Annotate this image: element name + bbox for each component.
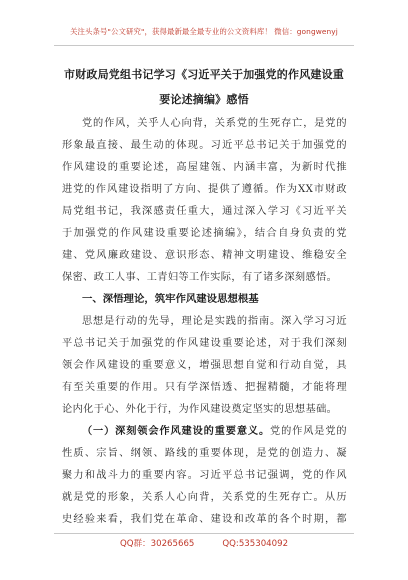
section-line: 平总书记关于加强党的作风建设重要论述，对于我们深刻 — [62, 338, 347, 349]
intro-line: 进党的作风建设指明了方向、提供了遵循。作为XX市财政 — [62, 184, 347, 195]
intro-line: 形象最直接、最生动的体现。习近平总书记关于加强党的 — [62, 140, 347, 151]
contact-footer — [0, 537, 408, 549]
intro-line: 建、党风廉政建设、意识形态、精神文明建设、维稳安全 — [62, 250, 347, 261]
doc-title-line2: 要论述摘编》感悟 — [159, 93, 249, 106]
section-line: 领会作风建设的重要意义，增强思想自觉和行动自觉，具 — [62, 360, 347, 371]
qq-group: QQ群：30265665 — [119, 539, 195, 549]
intro-line: 局党组书记，我深感责任重大，通过深入学习《习近平关 — [62, 206, 347, 217]
footer-divider — [54, 533, 354, 534]
intro-line: 作风建设的重要论述，高屋建瓴、内涵丰富，为新时代推 — [62, 162, 347, 173]
subsection-label: （一）深刻领会作风建设的重要意义。 — [82, 425, 271, 437]
qq-contact: QQ:535304092 — [222, 539, 289, 549]
section-line: 有至关重要的作用。只有学深悟透、把握精髓，才能将理 — [62, 382, 347, 393]
doc-title-line1: 市财政局党组书记学习《习近平关于加强党的作风建设重 — [64, 68, 344, 81]
intro-line: 保密、政工人事、工青妇等工作实际，有了诸多深刻感悟。 — [62, 272, 338, 283]
promo-header: 关注头条号"公文研究"，获得最新最全最专业的公文资料库！ 微信：gongwenyj — [70, 27, 338, 36]
subsection-lead-text: 党的作风是党的 — [270, 426, 347, 437]
subsection-line: 史经验来看，我们党在革命、建设和改革的各个时期，都 — [62, 514, 347, 525]
intro-line: 党的作风，关乎人心向背，关系党的生死存亡，是党的 — [82, 118, 347, 129]
section-heading: 一、深悟理论，筑牢作风建设思想根基 — [82, 293, 259, 305]
subsection-heading — [82, 425, 347, 438]
subsection-line: 就是党的形象，关系人心向背，关系党的生死存亡。从历 — [62, 492, 347, 503]
section-line: 论内化于心、外化于行，为作风建设奠定坚实的思想基础。 — [62, 404, 338, 415]
subsection-line: 性质、宗旨、纲领、路线的重要体现，是党的创造力、凝 — [62, 448, 347, 459]
subsection-line: 聚力和战斗力的重要内容。习近平总书记强调，党的作风 — [62, 470, 347, 481]
section-line: 思想是行动的先导，理论是实践的指南。深入学习习近 — [82, 316, 347, 327]
header-divider — [54, 45, 354, 46]
intro-line: 于加强党的作风建设重要论述摘编》，结合自身负责的党 — [62, 228, 347, 239]
